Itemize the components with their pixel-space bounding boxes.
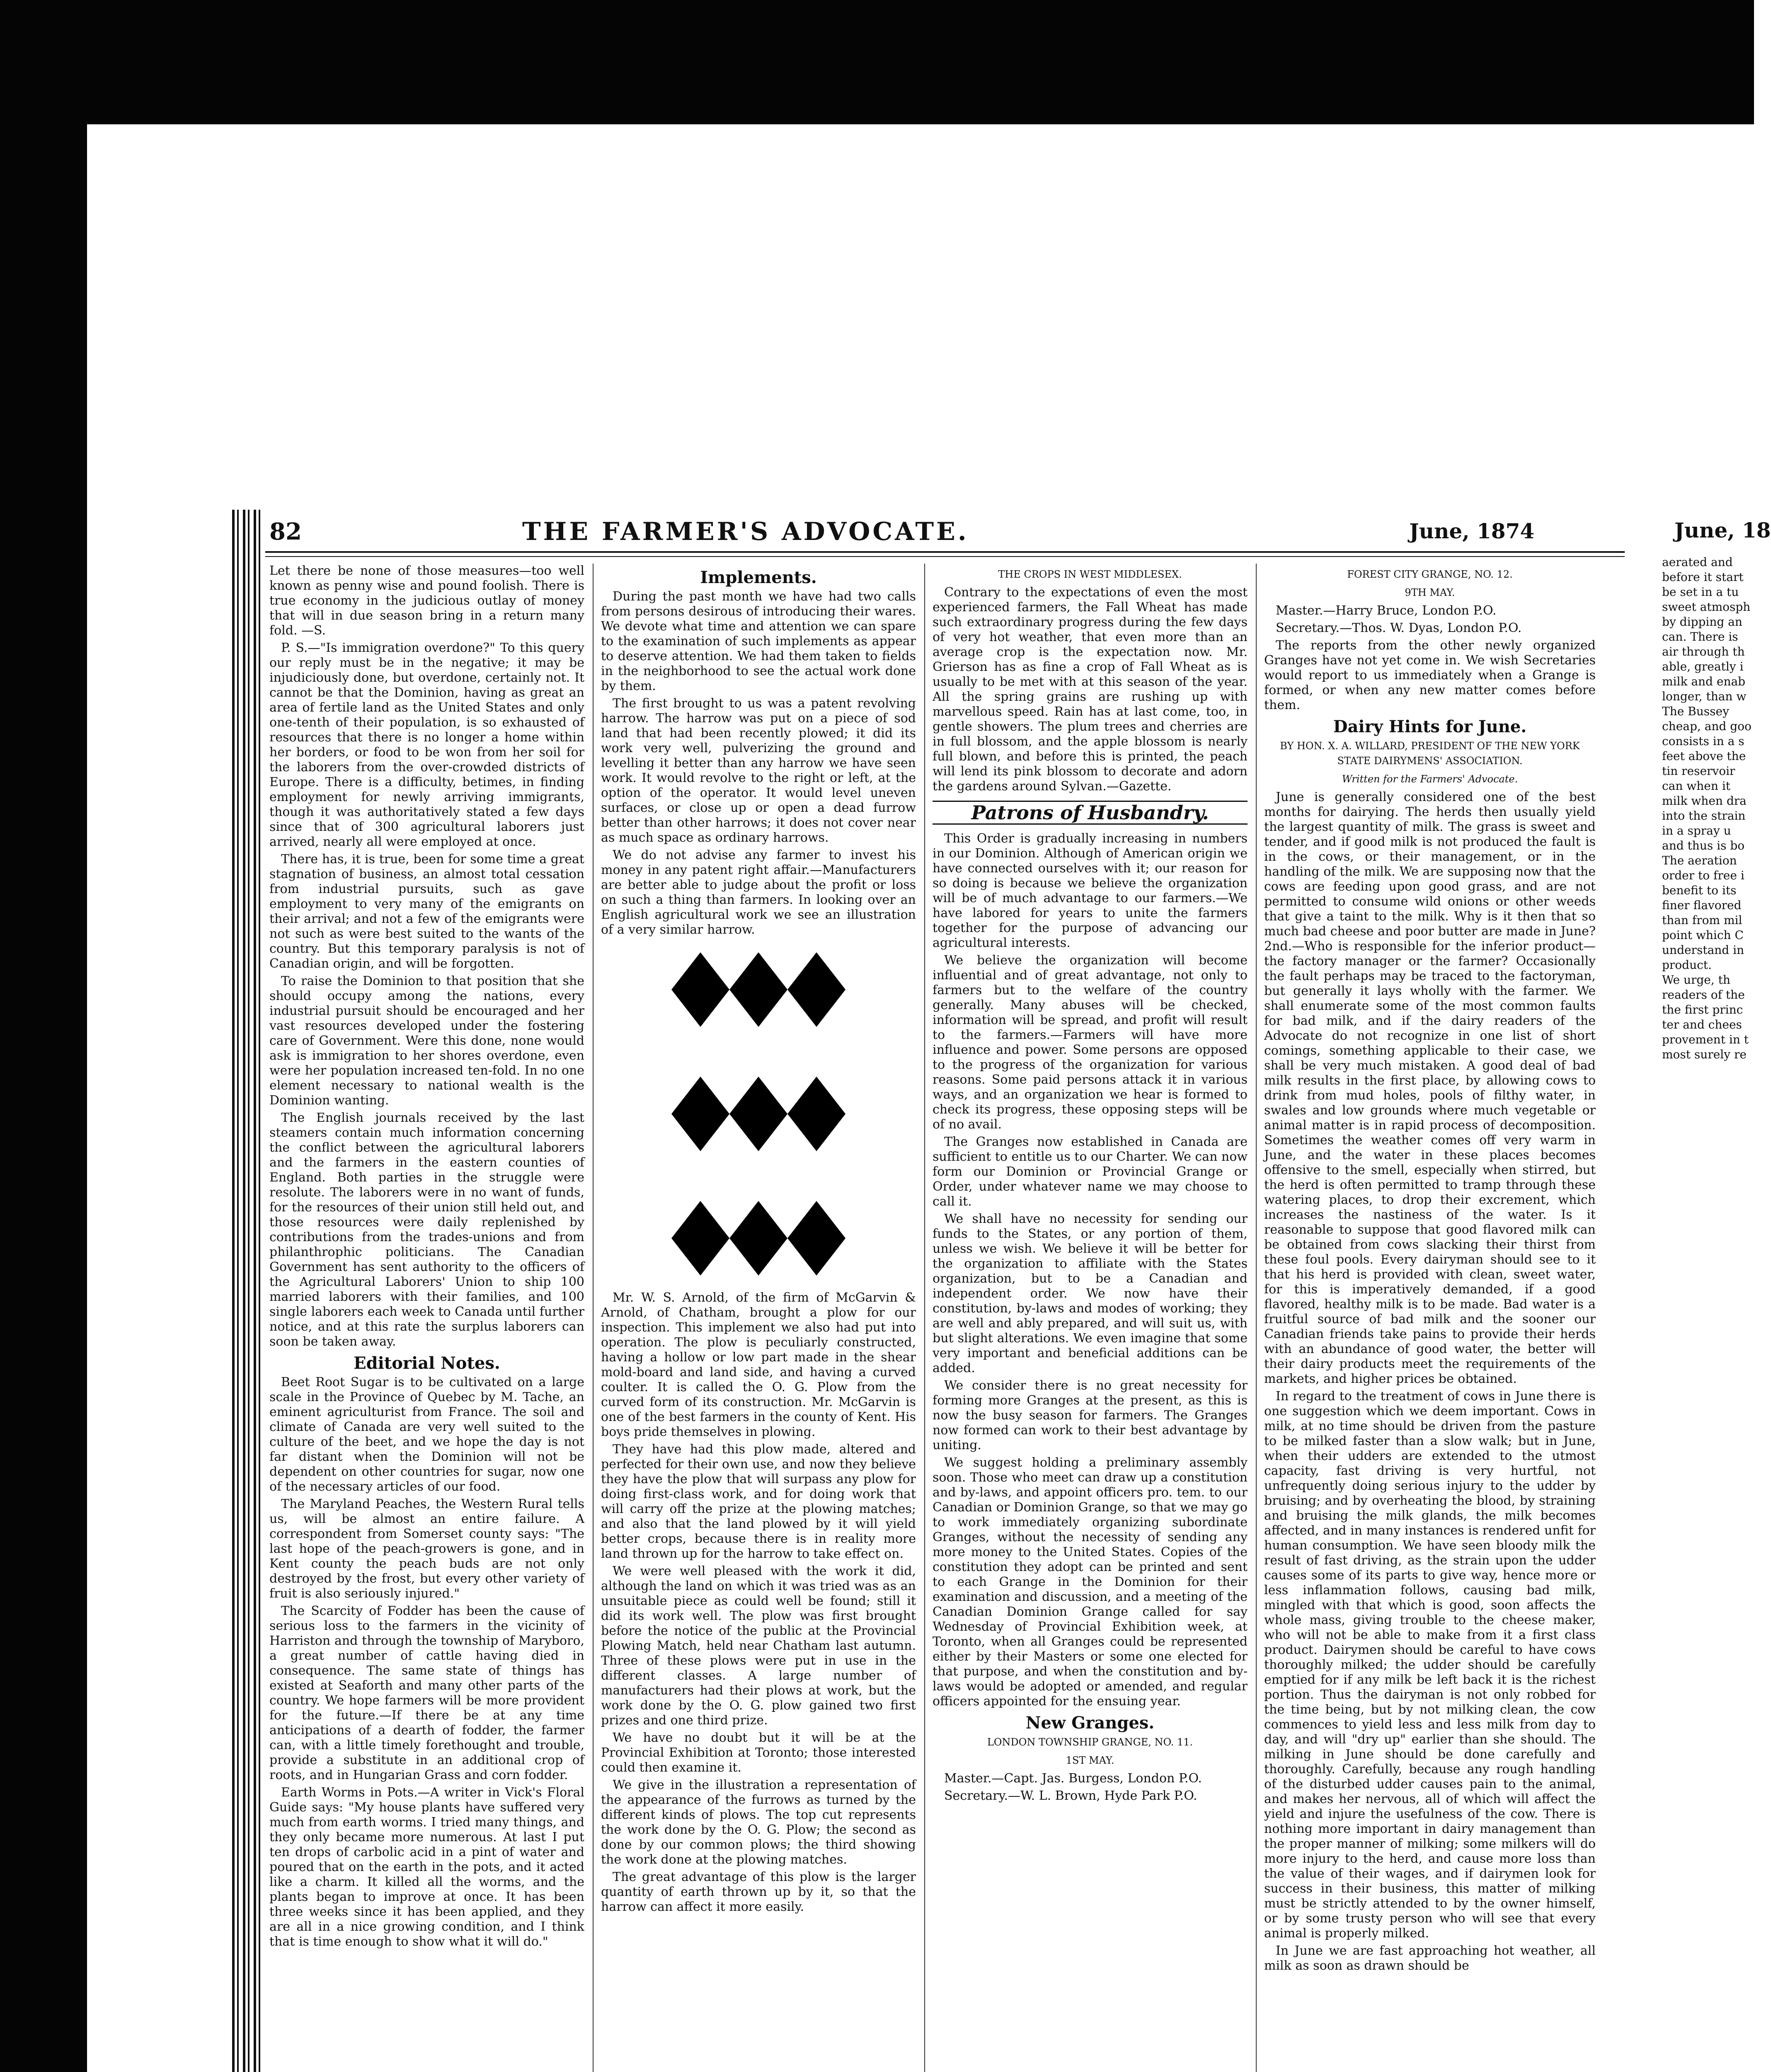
grange-secretary: Secretary.—Thos. W. Dyas, London P.O. [1276,621,1522,635]
facing-page-line: We urge, th [1662,973,1730,987]
facing-page-line: order to free i [1662,869,1744,882]
column-divider [924,564,925,2072]
grange-title: FOREST CITY GRANGE, NO. 12. [1347,569,1513,580]
paragraph: This Order is gradually increasing in numbers in our Dominion. Although of American origin we have connected ourselves with it; our reason for so doing is because we believe the organization will be of much advantage to our farmers.—We have labored for years to unite the farmers together for the purpose of advancing our agricultural interests. [933,831,1248,950]
column-divider [1256,564,1257,2072]
newspaper-page [265,514,1625,2072]
facing-page-line: The Bussey [1662,704,1729,718]
paragraph: They have had this plow made, altered and perfected for their own use, and now they believe they have the plow that will surpass any plow for doing first-class work, and for doing work that will carry off the prize at the plowing matches; and also that the land plowed by it will yield better crops, because there is in reality more land thrown up for the harrow to take effect on. [601,1442,916,1561]
paragraph: We consider there is no great necessity for forming more Granges at the present, as this is now the busy season for farmers. The Granges now formed can work to their best advantage by uniting. [933,1378,1248,1452]
facing-page-line: feet above the [1662,749,1746,763]
facing-page-line: ter and chees [1662,1018,1742,1031]
facing-page-line: can when it [1662,779,1731,793]
paragraph: We give in the illustration a representation of the appearance of the furrows as turned by the different kinds of plows. The top cut represents the work done by the O. G. Plow; the second as done by our common plows; the third showing the work done at the plowing matches. [601,1778,916,1867]
facing-page-line: before it start [1662,570,1744,584]
facing-page-line: most surely re [1662,1048,1747,1061]
scan-border-top [0,0,1754,124]
paragraph: The great advantage of this plow is the larger quantity of earth thrown up by it, so that the harrow can affect it more easily. [601,1870,916,1914]
patrons-of-husbandry-heading: Patrons of Husbandry. [933,801,1248,825]
paragraph: The English journals received by the last steamers contain much information concerning the conflict between the agricultural laborers and the farmers in the eastern counties of England. Both parties in the struggle were resolute. The laborers were in no want of funds, for the resources of their union still held out, and those resources were daily replenished by contributions from the trades-unions and from philanthrophic politicians. The Canadian Government has sent authority to the officers of the Agricultural Laborers' Union to ship 100 married laborers with their families, and 100 single laborers each week to Canada until further notice, and at this rate the surplus laborers can soon be taken away. [269,1111,584,1349]
paragraph: There has, it is true, been for some time a great stagnation of business, an almost total cessation from industrial pursuits, such as gave employment to very many of the emigrants on their arrival; and not a few of the emigrants were not such as were best suited to the wants of the country. But this temporary paralysis is not of Canadian origin, and will be forgotten. [269,852,584,971]
facing-page-line: benefit to its [1662,884,1737,897]
new-granges-heading: New Granges. [1025,1713,1155,1733]
masthead-title: THE FARMER'S ADVOCATE. [522,517,969,546]
editorial-note: Beet Root Sugar is to be cultivated on a large scale in the Province of Quebec by M. Tache, an eminent agriculturist from France. The soil and climate of Canada are very well suited to the culture of the beet, and we hope the day is not far distant when the Dominion will not be dependent on other countries for sugar, now one of the necessary articles of our food. [269,1375,584,1494]
facing-page-line: by dipping an [1662,615,1742,629]
facing-page-line: sweet atmosph [1662,600,1751,614]
facing-page-line: milk when dra [1662,794,1747,808]
facing-page-line: understand in [1662,943,1744,957]
grange-date: 1ST MAY. [1066,1755,1114,1766]
paragraph: P. S.—"Is immigration overdone?" To this query our reply must be in the negative; it may be injudiciously done, but overdone, certainly not. It cannot be that the Dominion, having as great an area of fertile land as the United States and only one-tenth of their population, is so exhausted of resources that there is no longer a home within her borders, or food to be won from her soil for the laborers from the over-crowded districts of Europe. There is a difficulty, betimes, in finding employment for newly arriving immigrants, though it was authoritatively stated a few days since that of 300 agricultural laborers just arrived, nearly all were employed at once. [269,641,584,849]
grange-secretary: Secretary.—W. L. Brown, Hyde Park P.O. [944,1789,1197,1803]
facing-page-line: longer, than w [1662,690,1747,703]
paragraph: In regard to the treatment of cows in June there is one suggestion which we deem important. Cows in milk, at no time should be driven from the pasture to be milked faster than a slow walk; but in June, when their udders are extended to the utmost capacity, fast driving is very hurtful, not unfrequently doing serious injury to the udder by bruising; and by overheating the blood, by straining and bruising the milk glands, the milk becomes affected, and in many instances is rendered unfit for human consumption. We have seen bloody milk the result of fast driving, as the strain upon the udder causes some of its parts to give way, hence more or less inflammation follows, causing bad milk, mingled with that which is good, soon affects the whole mass, giving trouble to the cheese maker, who will not be able to make from it a first class product. Dairymen should be careful to have cows thoroughly milked; the udder should be carefully emptied for if any milk be left back it is the richest portion. Thus the dairyman is not only robbed for the time being, but by not milking clean, the cow commences to yield less and less milk from day to day, and will "dry up" earlier than she should. The milking in June should be done carefully and thoroughly. Carefully, because any rough handling of the disturbed udder causes pain to the animal, and makes her nervous, all of which will affect the yield and injure the usefulness of the cow. There is nothing more important in dairy management than the proper manner of milking; some milkers will do more injury to the herd, and cause more loss than the value of their wages, and if dairymen look for success in their business, this matter of milking must be strictly attended to by the owner himself, or by some trusty person who will see that every animal is properly milked. [1264,1389,1596,1941]
facing-page-line: consists in a s [1662,734,1744,748]
binding-edge [232,510,261,2072]
grange-date: 9TH MAY. [1405,587,1455,598]
plow-caption: Mr. W. S. Arnold, of the firm of McGarvin & Arnold, of Chatham, brought a plow for our inspection. This implement we also had put into operation. The plow is peculiarly constructed, having a hollow or low part made in the shear mold-board and land side, and having a curved coulter. It is called the O. G. Plow from the curved form of its construction. Mr. McGarvin is one of the best farmers in the county of Kent. His boys pride themselves in plowing. [601,1290,916,1439]
editorial-notes-heading: Editorial Notes. [354,1353,500,1373]
paragraph: The reports from the other newly organized Granges have not yet come in. We wish Secretaries would report to us immediately when a Grange is formed, or when any new matter comes before them. [1264,638,1596,712]
facing-page-header: June, 18 [1674,518,1771,542]
facing-page-edge [1654,514,1771,2072]
paragraph: Contrary to the expectations of even the most experienced farmers, the Fall Wheat has made such extraordinary progress during the few days of very hot weather, that even more than an average crop is the expectation now. Mr. Grierson has as fine a crop of Fall Wheat as is usually to be met with at this season of the year. All the spring grains are rushing up with marvellous speed. Rain has at last come, too, in gentle showers. The plum trees and cherries are in full blossom, and the apple blossom is nearly full blown, and before this is printed, the peach will lend its pink blossom to decorate and adorn the gardens around Sylvan.—Gazette. [933,585,1248,794]
paragraph: We suggest holding a preliminary assembly soon. Those who meet can draw up a constitution and by-laws, and appoint officers pro. tem. to our Canadian or Dominion Grange, so that we may go to work immediately organizing subordinate Granges, without the necessity of sending any more money to the United States. Copies of the constitution they adopt can be printed and sent to each Grange in the Dominion for their examination and discussion, and a meeting of the Canadian Dominion Grange called for say Wednesday of Provincial Exhibition week, at Toronto, when all Granges could be represented either by their Masters or some one elected for that purpose, and when the constitution and by-laws would be adopted or amended, and regular officers appointed for the ensuing year. [933,1455,1248,1709]
facing-page-line: cheap, and goo [1662,719,1752,733]
facing-page-line: air through th [1662,645,1745,658]
page-number: 82 [269,518,302,545]
paragraph: The first brought to us was a patent revolving harrow. The harrow was put on a piece of sod land that had been recently plowed; it did its work very well, pulverizing the ground and levelling it better than any harrow we have seen work. It would revolve to the right or left, at the option of the operator. It would level uneven surfaces, or close up or open a dead furrow better than other harrows; it does not cover near as much space as ordinary harrows. [601,696,916,845]
paragraph: To raise the Dominion to that position that she should occupy among the nations, every industrial pursuit should be encouraged and her vast resources developed under the fostering care of Government. Were this done, none would ask is immigration to her shores overdone, even were her population increased ten-fold. In no one element necessary to national wealth is the Dominion wanting. [269,974,584,1108]
facing-page-line: product. [1662,958,1712,972]
facing-page-line: can. There is [1662,630,1738,644]
facing-page-line: milk and enab [1662,675,1746,688]
paragraph: We believe the organization will become influential and of great advantage, not only to farmers but to the welfare of the country generally. Many abuses will be checked, information will be spread, and profit will result to the farmers.—Farmers will have more influence and power. Some persons are opposed to the progress of the organization for various reasons. Some paid persons attack it in various ways, and an organization we hear is formed to check its progress, these opposing steps will be of no avail. [933,953,1248,1132]
dairy-hints-heading: Dairy Hints for June. [1333,717,1527,736]
facing-page-text [1654,555,1754,1062]
column-divider [593,564,594,2072]
paragraph: We were well pleased with the work it did, although the land on which it was tried was as an unsuitable piece as could well be found; still it did its work well. The plow was first brought before the notice of the public at the Provincial Plowing Match, held near Chatham last autumn. Three of these plows were put in use in the different classes. A large number of manufacturers had their plows at work, but the work done by the O. G. plow gained two first prizes and one third prize. [601,1564,916,1728]
facing-page-line: into the strain [1662,809,1746,823]
editorial-note: The Maryland Peaches, the Western Rural tells us, will be almost an entire failure. A correspondent from Somerset county says: "The last hope of the peach-growers is gone, and in Kent county the peach buds are not only destroyed by the frost, but every other variety of fruit is also seriously injured." [269,1497,584,1601]
facing-page-line: The aeration [1662,854,1737,867]
column-3 [933,564,1248,2072]
crops-heading: THE CROPS IN WEST MIDDLESEX. [998,569,1182,580]
facing-page-line: than from mil [1662,913,1742,927]
facing-page-line: point which C [1662,928,1744,942]
facing-page-line: finer flavored [1662,898,1742,912]
paragraph: We shall have no necessity for sending our funds to the States, or any portion of them, unless we wish. We believe it will be better for the organization to affiliate with the States organization, but to be a Canadian and independent order. We now have their constitution, by-laws and modes of working; they are well and ably prepared, and will suit us, with but slight alterations. We even imagine that some very important and beneficial additions can be added. [933,1212,1248,1375]
facing-page-line: tin reservoir [1662,764,1735,778]
grange-master: Master.—Capt. Jas. Burgess, London P.O. [944,1771,1202,1786]
issue-date: June, 1874 [1409,519,1535,543]
facing-page-line: be set in a tu [1662,585,1739,599]
header-rule [265,551,1625,557]
facing-page-line: in a spray u [1662,824,1731,838]
editorial-note: Earth Worms in Pots.—A writer in Vick's Floral Guide says: "My house plants have suffered very much from earth worms. I tried many things, and they only became more numerous. At last I put ten drops of carbolic acid in a pint of water and poured that on the earth in the pots, and it acted like a charm. It killed all the worms, and the plants began to improve at once. It has been three weeks since it has been applied, and they are all in a nice growing condition, and I think that is time enough to show what it will do." [269,1785,584,1949]
paragraph: Let there be none of those measures—too well known as penny wise and pound foolish. There is true economy in the judicious outlay of money that will in due season bring in a return many fold. —S. [269,564,584,638]
grange-title: LONDON TOWNSHIP GRANGE, NO. 11. [987,1736,1193,1748]
editorial-note: The Scarcity of Fodder has been the cause of serious loss to the farmers in the vicinity of Harriston and through the township of Maryboro, a great number of cattle having died in consequence. The same state of things has existed at Seaforth and many other parts of the country. We hope farmers will be more provident for the future.—If there be at any time anticipations of a dearth of fodder, the farmer can, with a little timely forethought and trouble, provide a substitute in an additional crop of roots, and in Hungarian Grass and corn fodder. [269,1604,584,1782]
facing-page-line: provement in t [1662,1033,1749,1046]
paragraph: June is generally considered one of the best months for dairying. The herds then usually yield the largest quantity of milk. The grass is sweet and tender, and if good milk is not produced the fault is in the cows, or their management, or in the handling of the milk. We are supposing now that the cows are feeding upon good grass, and are not permitted to consume wild onions or other weeds that give a taint to the milk. Why is it then that so much bad cheese and poor butter are made in June? 2nd.—Who is responsible for the inferior product—the factory manager or the farmer? Occasionally the fault perhaps may be traced to the factoryman, but generally it lays wholly with the farmer. We shall enumerate some of the most common faults for bad milk, and if the dairy readers of the Advocate do not recognize in one list of short comings, something applicable to their case, we shall be very much mistaken. A good deal of bad milk results in the first place, by allowing cows to drink from mud holes, pools of filthy water, in swales and low grounds where much vegetable or animal matter is in rapid process of decomposition. Sometimes the weather comes off very warm in June, and the water in these places becomes offensive to the smell, especially when stirred, but the herd is often permitted to tramp through these watering places, to drop their excrement, which increases the nastiness of the water. Is it reasonable to suppose that good flavored milk can be obtained from cows slacking their thirst from these foul pools. Every dairyman should see to it that his herd is provided with clean, sweet water, for this is imperatively demanded, if a good flavored, healthy milk is to be made. Bad water is a fruitful source of bad milk and the sooner our Canadian friends take pains to provide their herds with an abundance of good water, the better will their dairy products meet the requirements of the markets, and higher prices be obtained. [1264,790,1596,1386]
paragraph: We have no doubt but it will be at the Provincial Exhibition at Toronto; those interested could then examine it. [601,1731,916,1775]
column-1 [269,564,584,2072]
scan-border-left [0,0,87,2072]
page-header [265,514,1625,547]
grange-master: Master.—Harry Bruce, London P.O. [1276,603,1497,618]
paragraph: In June we are fast approaching hot weather, all milk as soon as drawn should be [1264,1944,1596,1973]
harrow-illustration [667,944,850,1284]
paragraph: We do not advise any farmer to invest his money in any patent right affair.—Manufacturers are better able to judge about the profit or loss on such a thing than farmers. In looking over an English agricultural work we see an illustration of a very similar harrow. [601,848,916,937]
implements-heading: Implements. [700,568,817,587]
column-4 [1264,564,1596,2072]
paragraph: During the past month we have had two calls from persons desirous of introducing their wares. We devote what time and attention we can spare to the examination of such implements as appear to deserve attention. We had them taken to fields in the neighborhood to see the actual work done by them. [601,589,916,693]
facing-page-line: the first princ [1662,1003,1743,1017]
facing-page-line: aerated and [1662,555,1733,569]
byline: BY HON. X. A. WILLARD, PRESIDENT OF THE NEW YORK STATE DAIRYMENS' ASSOCIATION. [1280,740,1580,767]
facing-page-line: readers of the [1662,988,1745,1002]
written-for: Written for the Farmers' Advocate. [1342,773,1518,785]
facing-page-line: able, greatly i [1662,660,1744,673]
column-2 [601,564,916,2072]
paragraph: The Granges now established in Canada are sufficient to entitle us to our Charter. We can now form our Dominion or Provincial Grange or Order, under whatever name we may choose to call it. [933,1135,1248,1209]
facing-page-line: and thus is bo [1662,839,1745,852]
